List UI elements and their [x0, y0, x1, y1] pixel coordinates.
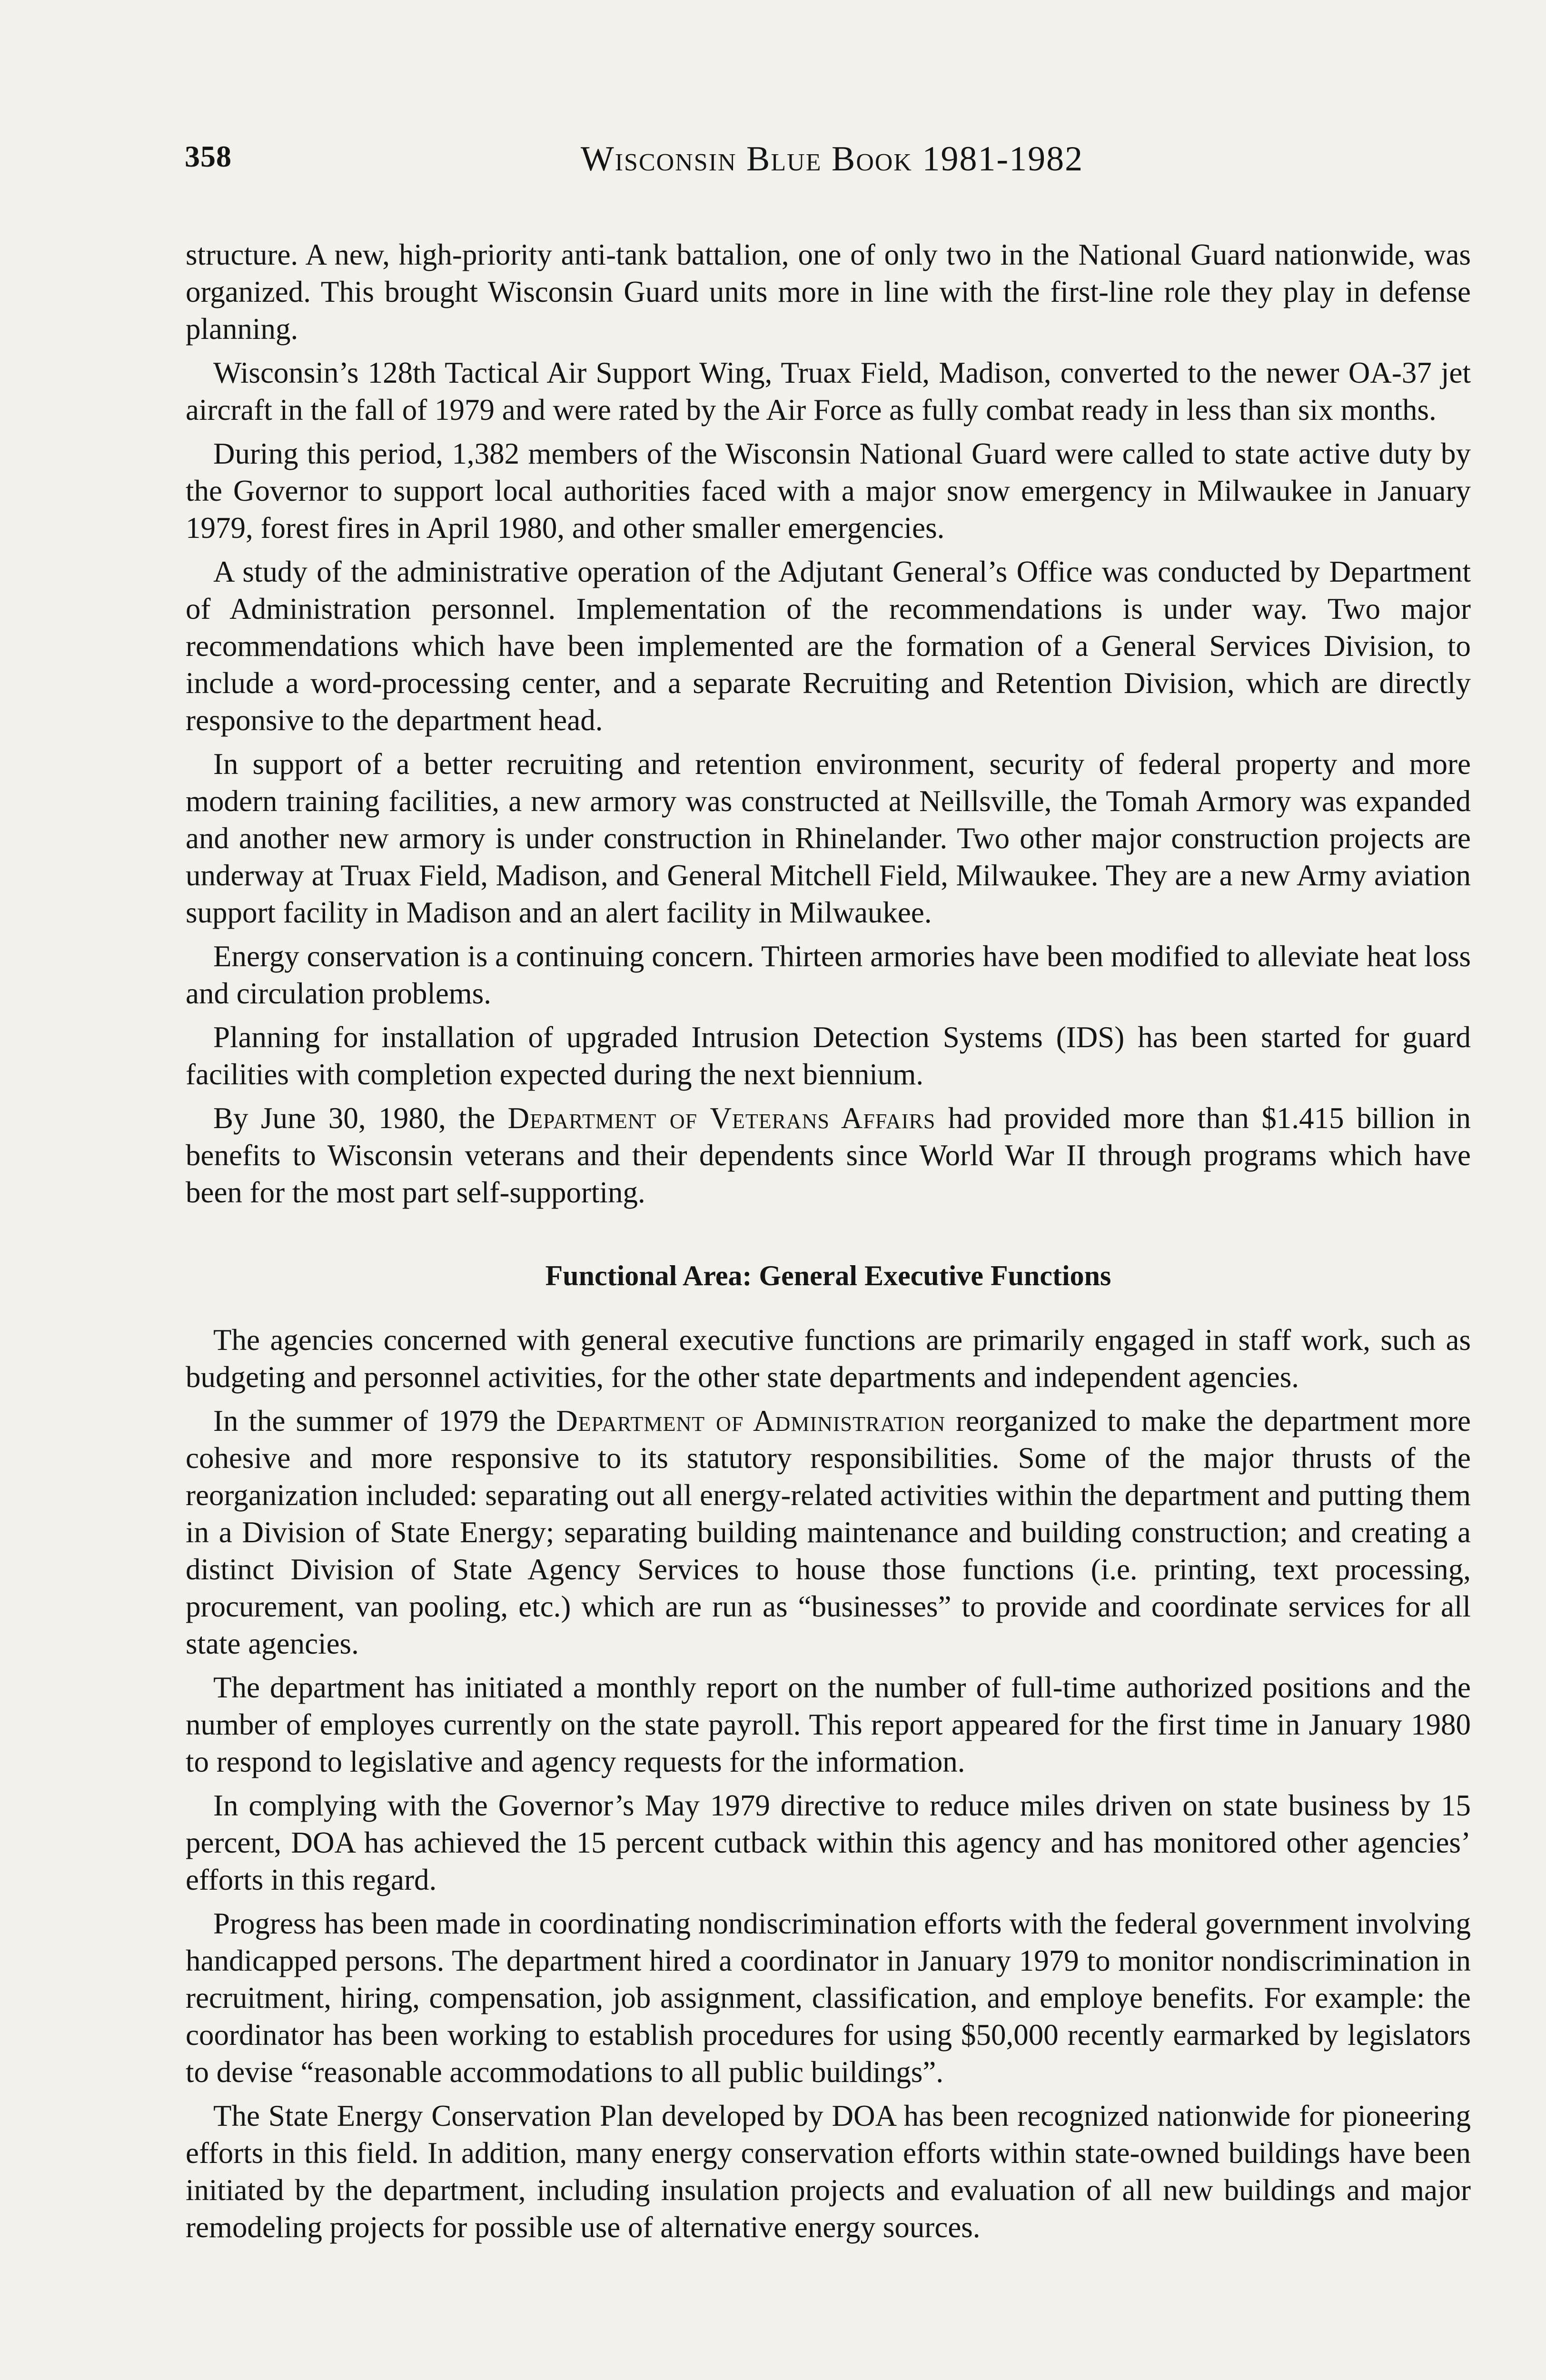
paragraph-veterans-affairs [186, 1100, 1471, 1211]
paragraph-nondiscrimination: Progress has been made in coordinating nondiscrimination efforts with the federal government involving handicapped persons. The department hired a coordinator in January 1979 to monitor nondiscrimination in recruitment, hiring, compensation, job assignment, classification, and employe benefits. For example: the coordinator has been working to establish procedures for using $50,000 recently earmarked by legislators to devise “reasonable accommodations to all public buildings”. [186, 1907, 1471, 2089]
paragraph-guard-structure: structure. A new, high-priority anti-tank battalion, one of only two in the National Guard nationwide, was organized. This brought Wisconsin Guard units more in line with the first-line role they play in defense planning. [186, 238, 1471, 346]
paragraph-miles-directive: In complying with the Governor’s May 1979 directive to reduce miles driven on state business by 15 percent, DOA has achieved the 15 percent cutback within this agency and has monitored other agencies’ efforts in this regard. [186, 1789, 1471, 1896]
body-text [186, 236, 1471, 2252]
paragraph-armories: In support of a better recruiting and retention environment, security of federal property and more modern training facilities, a new armory was constructed at Neillsville, the Tomah Armory was expanded and another new armory is under construction in Rhinelander. Two other major construction projects are underway at Truax Field, Madison, and General Mitchell Field, Milwaukee. They are a new Army aviation support facility in Madison and an alert facility in Milwaukee. [186, 747, 1471, 929]
paragraph-intrusion-detection: Planning for installation of upgraded Intrusion Detection Systems (IDS) has been started for guard facilities with completion expected during the next biennium. [186, 1021, 1471, 1091]
paragraph-doa-reorganization [186, 1402, 1471, 1662]
paragraph-monthly-report: The department has initiated a monthly report on the number of full-time authorized positions and the number of employes currently on the state payroll. This report appeared for the first time in January 1980 to respond to legislative and agency requests for the information. [186, 1671, 1471, 1778]
paragraph-executive-intro: The agencies concerned with general executive functions are primarily engaged in staff work, such as budgeting and personnel activities, for the other state departments and independent agencies. [186, 1323, 1471, 1394]
paragraph-admin-study: A study of the administrative operation of the Adjutant General’s Office was conducted by Department of Administration personnel. Implementation of the recommendations is under way. Two major recommendations which have been implemented are the formation of a General Services Division, to include a word-processing center, and a separate Recruiting and Retention Division, which are directly responsive to the department head. [186, 555, 1471, 737]
running-head [185, 139, 1479, 187]
veterans-agency-name: Department of Veterans Affairs [507, 1101, 936, 1135]
paragraph-energy-conservation: Energy conservation is a continuing concern. Thirteen armories have been modified to alleviate heat loss and circulation problems. [186, 940, 1471, 1010]
page-number: 358 [185, 139, 232, 173]
doa-agency-name: Department of Administration [556, 1404, 946, 1438]
veterans-text-before: By June 30, 1980, the [213, 1101, 508, 1135]
paragraph-air-wing: Wisconsin’s 128th Tactical Air Support Wing, Truax Field, Madison, converted to the newer OA-37 jet aircraft in the fall of 1979 and were rated by the Air Force as fully combat ready in less than six months. [186, 356, 1471, 426]
paragraph-active-duty: During this period, 1,382 members of the Wisconsin National Guard were called to state active duty by the Governor to support local authorities faced with a major snow emergency in Milwaukee in January 1979, forest fires in April 1980, and other smaller emergencies. [186, 437, 1471, 545]
veterans-text-after: had provided more than $1.415 billion in benefits to Wisconsin veterans and their dependents since World War II through programs which have been for the most part self-supporting. [186, 1101, 1471, 1209]
doa-text-before: In the summer of 1979 the [213, 1404, 556, 1438]
section-heading: Functional Area: General Executive Functions [545, 1260, 1111, 1291]
book-title: Wisconsin Blue Book 1981-1982 [580, 139, 1084, 178]
paragraph-energy-plan: The State Energy Conservation Plan developed by DOA has been recognized nationwide for pioneering efforts in this field. In addition, many energy conservation efforts within state-owned buildings have been initiated by the department, including insulation projects and evaluation of all new buildings and major remodeling projects for possible use of alternative energy sources. [186, 2099, 1471, 2244]
doa-text-after: reorganized to make the department more cohesive and more responsive to its statutory responsibilities. Some of the major thrusts of the reorganization included: separating out all energy-related activities within the department and putting them in a Division of State Energy; separating building maintenance and building construction; and creating a distinct Division of State Agency Services to house those functions (i.e. printing, text processing, procurement, van pooling, etc.) which are run as “businesses” to provide and coordinate services for all state agencies. [186, 1404, 1471, 1660]
